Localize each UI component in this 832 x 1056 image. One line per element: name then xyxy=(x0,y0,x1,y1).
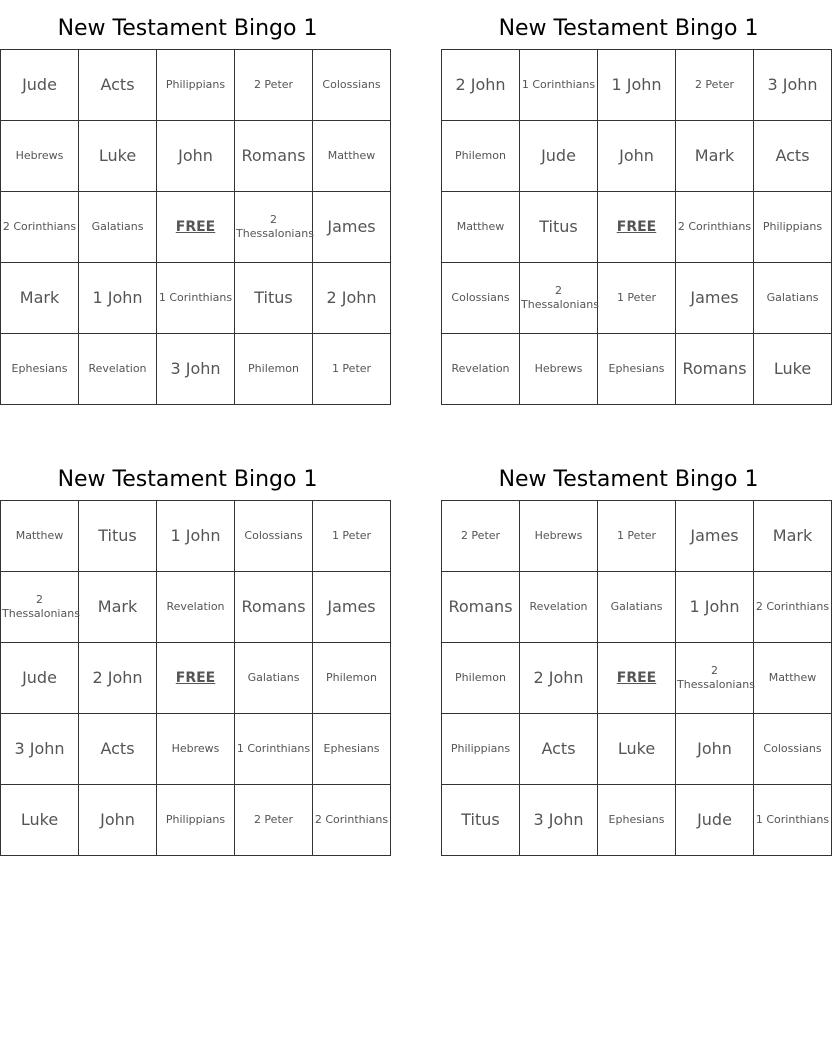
bingo-row xyxy=(1,643,391,714)
bingo-cell: Luke xyxy=(754,334,832,405)
bingo-grid xyxy=(0,49,391,405)
bingo-cell: Matthew xyxy=(754,643,832,714)
bingo-row xyxy=(1,501,391,572)
bingo-cell: Acts xyxy=(754,121,832,192)
card-title: New Testament Bingo 1 xyxy=(498,16,759,41)
free-space: FREE xyxy=(157,192,235,263)
bingo-cell: Colossians xyxy=(754,714,832,785)
bingo-cell: 2 Corinthians xyxy=(754,572,832,643)
bingo-cell: Colossians xyxy=(442,263,520,334)
bingo-cell: 2 Thessalonians xyxy=(1,572,79,643)
bingo-cell: 2 Corinthians xyxy=(676,192,754,263)
bingo-row xyxy=(1,334,391,405)
bingo-cell: Titus xyxy=(235,263,313,334)
bingo-row xyxy=(1,192,391,263)
bingo-cell: John xyxy=(79,785,157,856)
bingo-cell: 2 Corinthians xyxy=(313,785,391,856)
bingo-cell: Mark xyxy=(79,572,157,643)
bingo-cell: Galatians xyxy=(598,572,676,643)
bingo-cell: Revelation xyxy=(442,334,520,405)
bingo-cell: Titus xyxy=(520,192,598,263)
bingo-cell: John xyxy=(676,714,754,785)
bingo-row xyxy=(442,714,832,785)
bingo-cell: Ephesians xyxy=(598,334,676,405)
bingo-cell: 1 John xyxy=(157,501,235,572)
bingo-cell: 2 Corinthians xyxy=(1,192,79,263)
bingo-cell: Romans xyxy=(235,121,313,192)
bingo-grid xyxy=(441,49,832,405)
bingo-cell: 3 John xyxy=(754,50,832,121)
bingo-cell: 1 Peter xyxy=(598,501,676,572)
bingo-cell: Philemon xyxy=(442,643,520,714)
bingo-cell: 1 Peter xyxy=(313,501,391,572)
bingo-cell: 1 Corinthians xyxy=(157,263,235,334)
bingo-cell: John xyxy=(598,121,676,192)
card-title: New Testament Bingo 1 xyxy=(57,16,318,41)
bingo-cell: 2 John xyxy=(79,643,157,714)
bingo-cell: Philemon xyxy=(235,334,313,405)
bingo-cell: Colossians xyxy=(235,501,313,572)
bingo-cell: 1 Peter xyxy=(598,263,676,334)
bingo-cell: Revelation xyxy=(157,572,235,643)
bingo-cell: Revelation xyxy=(79,334,157,405)
bingo-cell: Jude xyxy=(1,50,79,121)
bingo-cell: Luke xyxy=(1,785,79,856)
bingo-cell: 2 John xyxy=(442,50,520,121)
bingo-cell: Acts xyxy=(520,714,598,785)
bingo-grid xyxy=(441,500,832,856)
bingo-row xyxy=(442,643,832,714)
bingo-cell: 3 John xyxy=(157,334,235,405)
bingo-cell: Jude xyxy=(1,643,79,714)
bingo-cell: 1 Corinthians xyxy=(520,50,598,121)
bingo-cell: Matthew xyxy=(313,121,391,192)
bingo-row xyxy=(1,263,391,334)
bingo-cell: Galatians xyxy=(79,192,157,263)
bingo-cell: Romans xyxy=(235,572,313,643)
bingo-cell: 2 Thessalonians xyxy=(235,192,313,263)
card-title: New Testament Bingo 1 xyxy=(498,467,759,492)
bingo-cell: Philemon xyxy=(313,643,391,714)
bingo-cell: Galatians xyxy=(235,643,313,714)
bingo-cell: Matthew xyxy=(442,192,520,263)
bingo-cell: 2 John xyxy=(520,643,598,714)
bingo-cell: Romans xyxy=(676,334,754,405)
bingo-cell: Luke xyxy=(598,714,676,785)
bingo-row xyxy=(442,501,832,572)
free-space: FREE xyxy=(598,192,676,263)
bingo-row xyxy=(442,121,832,192)
bingo-cell: 1 Corinthians xyxy=(754,785,832,856)
bingo-cell: Philippians xyxy=(442,714,520,785)
bingo-cell: James xyxy=(676,501,754,572)
bingo-row xyxy=(442,785,832,856)
bingo-row xyxy=(1,572,391,643)
bingo-cell: Galatians xyxy=(754,263,832,334)
bingo-cell: 1 John xyxy=(598,50,676,121)
free-space: FREE xyxy=(598,643,676,714)
bingo-cell: 1 John xyxy=(676,572,754,643)
bingo-row xyxy=(1,121,391,192)
bingo-cell: Hebrews xyxy=(1,121,79,192)
bingo-cell: Luke xyxy=(79,121,157,192)
bingo-grid xyxy=(0,500,391,856)
bingo-cell: Mark xyxy=(676,121,754,192)
bingo-row xyxy=(1,714,391,785)
bingo-cell: 2 Thessalonians xyxy=(520,263,598,334)
bingo-cell: 2 Peter xyxy=(676,50,754,121)
bingo-cell: Acts xyxy=(79,50,157,121)
bingo-cell: 1 John xyxy=(79,263,157,334)
bingo-cell: Philemon xyxy=(442,121,520,192)
bingo-cell: Ephesians xyxy=(598,785,676,856)
bingo-cell: Romans xyxy=(442,572,520,643)
bingo-cell: Jude xyxy=(520,121,598,192)
bingo-cell: Philippians xyxy=(754,192,832,263)
bingo-cell: 3 John xyxy=(1,714,79,785)
bingo-cell: James xyxy=(676,263,754,334)
bingo-cell: 2 John xyxy=(313,263,391,334)
bingo-cell: Matthew xyxy=(1,501,79,572)
bingo-row xyxy=(442,334,832,405)
bingo-cell: Ephesians xyxy=(313,714,391,785)
bingo-cell: Acts xyxy=(79,714,157,785)
bingo-cell: James xyxy=(313,192,391,263)
bingo-cell: 3 John xyxy=(520,785,598,856)
bingo-cell: James xyxy=(313,572,391,643)
bingo-cell: Revelation xyxy=(520,572,598,643)
bingo-cell: Titus xyxy=(442,785,520,856)
free-space: FREE xyxy=(157,643,235,714)
bingo-row xyxy=(442,192,832,263)
bingo-cell: Colossians xyxy=(313,50,391,121)
bingo-cell: Titus xyxy=(79,501,157,572)
bingo-row xyxy=(1,50,391,121)
bingo-row xyxy=(442,50,832,121)
bingo-cell: 2 Peter xyxy=(442,501,520,572)
bingo-cell: John xyxy=(157,121,235,192)
bingo-row xyxy=(1,785,391,856)
bingo-cell: Mark xyxy=(1,263,79,334)
bingo-cell: 1 Peter xyxy=(313,334,391,405)
bingo-cell: 2 Peter xyxy=(235,785,313,856)
bingo-cell: Ephesians xyxy=(1,334,79,405)
bingo-cell: Mark xyxy=(754,501,832,572)
bingo-cell: 2 Peter xyxy=(235,50,313,121)
bingo-cell: 1 Corinthians xyxy=(235,714,313,785)
bingo-cell: 2 Thessalonians xyxy=(676,643,754,714)
bingo-cell: Hebrews xyxy=(157,714,235,785)
bingo-cell: Hebrews xyxy=(520,334,598,405)
bingo-row xyxy=(442,572,832,643)
bingo-cell: Philippians xyxy=(157,50,235,121)
bingo-cell: Jude xyxy=(676,785,754,856)
bingo-row xyxy=(442,263,832,334)
bingo-cell: Philippians xyxy=(157,785,235,856)
bingo-cell: Hebrews xyxy=(520,501,598,572)
card-title: New Testament Bingo 1 xyxy=(57,467,318,492)
